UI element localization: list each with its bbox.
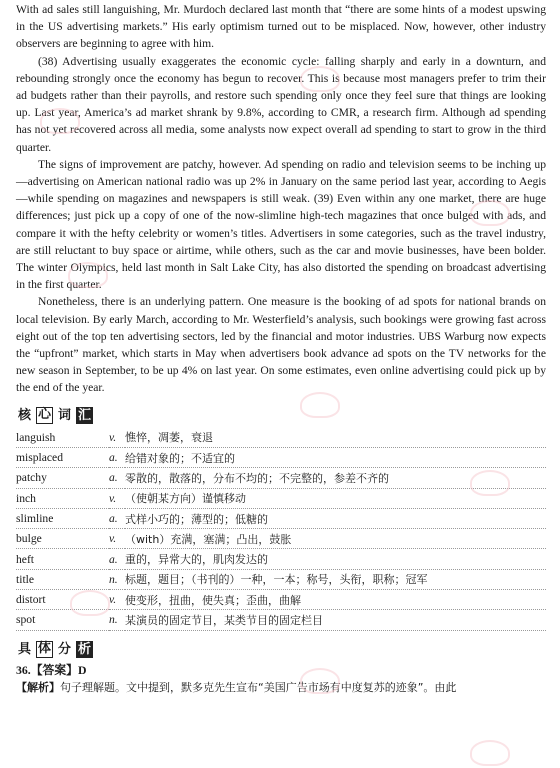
vocab-pos: v.	[109, 529, 125, 549]
vocab-word: slimline	[16, 508, 109, 528]
watermark-logo	[470, 740, 510, 766]
vocab-definition: 某演员的固定节目，某类节目的固定栏目	[125, 610, 546, 630]
vocab-row	[16, 610, 546, 630]
vocab-table	[16, 428, 546, 631]
vocab-section-heading	[16, 406, 546, 426]
analysis-text: 句子理解题。文中提到，默多克先生宣布“美国广告市场有中度复苏的迹象”。由此	[60, 680, 457, 694]
vocab-pos: n.	[109, 610, 125, 630]
vocab-word: languish	[16, 428, 109, 448]
vocab-word: title	[16, 569, 109, 589]
vocab-definition: 式样小巧的；薄型的；低糖的	[125, 508, 546, 528]
vocab-pos: a.	[109, 508, 125, 528]
vocab-definition: 使变形，扭曲，使失真；歪曲，曲解	[125, 590, 546, 610]
vocab-word: spot	[16, 610, 109, 630]
vocab-word: heft	[16, 549, 109, 569]
vocab-row	[16, 569, 546, 589]
paragraph-underlying-pattern: Nonetheless, there is an underlying pattern. One measure is the booking of ad spots for national brands on local television. By early March, according to Mr. Westerfield’s analysis, such bookings were growing fast across eight out of the top ten advertising sectors, led by the financial and motor industries. UBS Warburg now expects the “upfront” market, which starts in May when advertisers book advance ad spots on the TV networks for the new season in September, to be up 4% on last year. On some estimates, even online advertising could pick up by the end of the year.	[16, 295, 546, 395]
analysis-heading-char: 分	[57, 642, 71, 658]
vocab-row	[16, 428, 546, 448]
paragraph-38: (38) Advertising usually exaggerates the economic cycle: falling sharply and early in a downturn, and rebounding strongly once the economy has begun to recover. This is because most managers prefer to trim their ad budgets rather than their payrolls, and restore such spending only once they feel sure that things are looking up. Last year, America’s ad market shrank by 9.8%, according to CMR, a research firm. Although ad spending has not yet recovered across all media, some analysts now expect overall ad spending to start to grow in the third quarter.	[16, 54, 546, 154]
vocab-word: patchy	[16, 468, 109, 488]
vocab-row	[16, 529, 546, 549]
vocab-row	[16, 590, 546, 610]
analysis-label: 【解析】	[16, 680, 60, 694]
vocab-heading-char: 核	[17, 408, 31, 424]
vocab-word: bulge	[16, 529, 109, 549]
answer-label: 【答案】	[30, 662, 78, 677]
vocab-row	[16, 508, 546, 528]
vocab-row	[16, 488, 546, 508]
question-number: 36.	[16, 662, 31, 677]
vocab-definition: 重的，异常大的，肌肉发达的	[125, 549, 546, 569]
vocab-pos: n.	[109, 569, 125, 589]
vocab-pos: v.	[109, 428, 125, 448]
analysis-heading-char: 体	[37, 641, 51, 657]
document-page	[16, 0, 546, 696]
vocab-definition: 给错对象的；不适宜的	[125, 447, 546, 467]
analysis-line	[16, 679, 546, 696]
vocab-pos: a.	[109, 447, 125, 467]
vocab-definition: 憔悴，凋萎，衰退	[125, 428, 546, 448]
vocab-pos: a.	[109, 468, 125, 488]
vocab-row	[16, 447, 546, 467]
vocab-heading-char: 汇	[77, 408, 91, 424]
answer-value: D	[77, 662, 87, 677]
vocab-definition: 零散的，散落的，分布不均的；不完整的，参差不齐的	[125, 468, 546, 488]
vocab-definition: 标题，题目；（书刊的）一种，一本；称号，头衔，职称；冠军	[125, 569, 546, 589]
vocab-pos: v.	[109, 590, 125, 610]
vocab-definition: （with）充满，塞满；凸出，鼓胀	[125, 529, 546, 549]
vocab-word: inch	[16, 488, 109, 508]
paragraph-intro: With ad sales still languishing, Mr. Murdoch declared last month that “there are some hints of a modest upswing in the US advertising markets.” His early optimism turned out to be misplaced. Now, however, other industry observers are beginning to agree with him.	[16, 3, 546, 51]
analysis-heading-char: 具	[17, 642, 31, 658]
vocab-heading-char: 词	[57, 408, 71, 424]
vocab-word: distort	[16, 590, 109, 610]
vocab-pos: v.	[109, 488, 125, 508]
vocab-row	[16, 549, 546, 569]
analysis-section-heading	[16, 640, 546, 660]
paragraph-patchy-signs: The signs of improvement are patchy, however. Ad spending on radio and television seems to be inching up—advertising on American national radio was up 2% in January on the same period last year, according to Aegis—while spending on magazines and newspapers is still weak. (39) Even within any one market, there are huge differences; just pick up a copy of one of the now-slimline high-tech magazines that once bulged with ads, and compare it with the hefty celebrity or women’s titles. Advertisers in some categories, such as the travel industry, are still reluctant to buy space or airtime, while others, such as the car and movie businesses, have been bolder. The winter Olympics, held last month in Salt Lake City, has also distorted the spending on broadcast advertising in the first quarter.	[16, 157, 546, 292]
vocab-row	[16, 468, 546, 488]
answer-line	[16, 662, 546, 679]
vocab-word: misplaced	[16, 447, 109, 467]
vocab-definition: （使朝某方向）谨慎移动	[125, 488, 546, 508]
vocab-heading-char: 心	[37, 407, 51, 423]
vocab-pos: a.	[109, 549, 125, 569]
analysis-heading-char: 析	[77, 642, 91, 658]
